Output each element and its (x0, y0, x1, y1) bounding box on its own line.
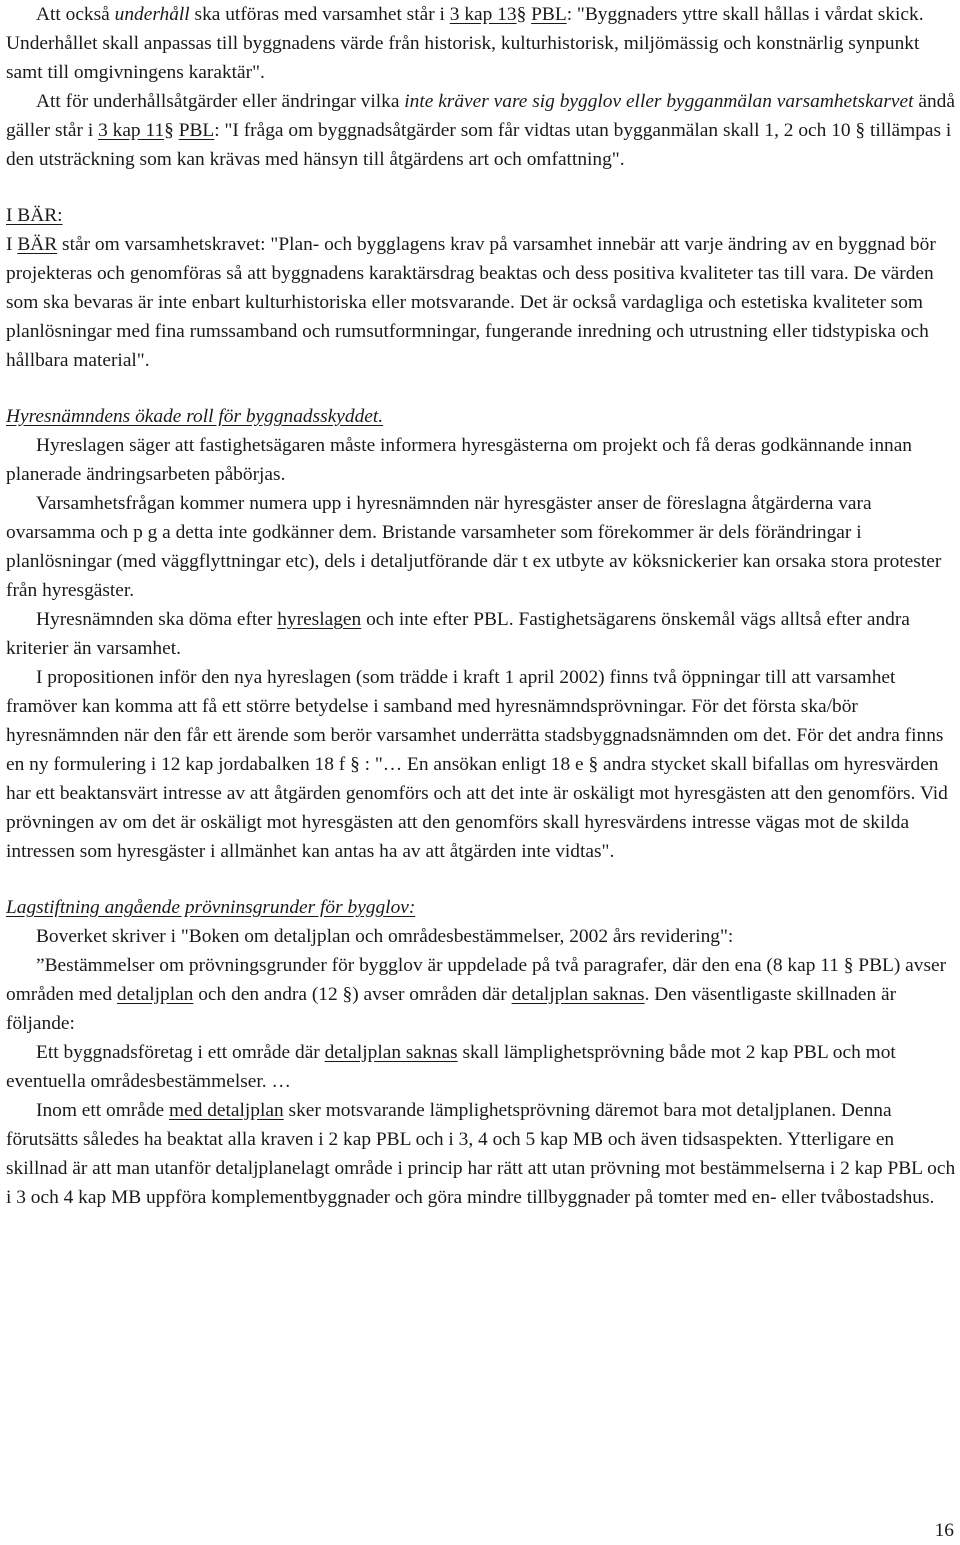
italic-term: inte kräver vare sig bygglov eller bygganmälan varsamhetskarvet (404, 91, 914, 112)
detaljplan-saknas-link[interactable]: detaljplan saknas (511, 984, 645, 1005)
heading-lagstiftning: Lagstiftning angående prövninsgrunder för bygglov: (6, 897, 416, 918)
paragraph-med-detaljplan: Inom ett område med detaljplan sker motsvarande lämplighetsprövning däremot bara mot detaljplanen. Denna förutsätts således ha beaktat alla kraven i 2 kap PBL och i 3, 4 och 5 kap MB och även tidsaspekten. Ytterligare en skillnad är att man utanför detaljplanelagt område i princip har rätt att utan prövning mot bestämmelserna i 2 kap PBL och i 3 och 4 kap MB uppföra komplementbyggnader och göra mindre tillbyggnader på tomter med en- eller tvåbostadshus. (6, 1100, 956, 1208)
paragraph-hyreslagen: Hyreslagen säger att fastighetsägaren måste informera hyresgästerna om projekt och få deras godkännande innan planerade ändringsarbeten påbörjas. (6, 435, 913, 485)
law-reference-link[interactable]: 3 kap 13 (449, 4, 517, 25)
section-sign: § (516, 4, 527, 25)
law-reference-link[interactable]: 3 kap 11 (98, 120, 165, 141)
paragraph-bar: I BÄR står om varsamhetskravet: "Plan- och bygglagens krav på varsamhet innebär att varje ändring av en byggnad bör projekteras och genomföras så att byggnadens karaktärsdrag beaktas och dess positiva kvaliteter tas till vara. De värden som ska bevaras är inte enbart kulturhistoriska eller motsvarande. Det är också vardagliga och estetiska kvaliteter som planlösningar med fina rumssamband och rumsutformningar, fungerande inredning och utrustning eller tidstypiska och hållbara material". (6, 234, 936, 371)
med-detaljplan-link[interactable]: med detaljplan (169, 1100, 284, 1121)
paragraph-byggnadsforetag: Ett byggnadsföretag i ett område där detaljplan saknas skall lämplighetsprövning både mot 2 kap PBL och mot eventuella områdesbestämmelser. … (6, 1042, 896, 1092)
paragraph-hyresnamnden-doma: Hyresnämnden ska döma efter hyreslagen och inte efter PBL. Fastighetsägarens önskemål vägs alltså efter andra kriterier än varsamhet. (6, 609, 910, 659)
paragraph-varsamhetskrav: Att för underhållsåtgärder eller ändringar vilka inte kräver vare sig bygglov eller bygganmälan varsamhetskarvet ändå gäller står i 3 kap 11§ PBL: "I fråga om byggnadsåtgärder som får vidtas utan bygganmälan skall 1, 2 och 10 § tillämpas i den utsträckning som kan krävas med hänsyn till åtgärdens art och omfattning". (6, 91, 955, 170)
pbl-link[interactable]: PBL (178, 120, 215, 141)
paragraph-boverket: Boverket skriver i "Boken om detaljplan och områdesbestämmelser, 2002 års revidering": (36, 926, 734, 947)
detaljplan-link[interactable]: detaljplan (116, 984, 194, 1005)
pbl-link[interactable]: PBL (531, 4, 567, 25)
bar-link[interactable]: BÄR (17, 234, 58, 255)
document-page (6, 0, 956, 1212)
detaljplan-saknas-link[interactable]: detaljplan saknas (324, 1042, 458, 1063)
page-number: 16 (934, 1520, 954, 1541)
paragraph-underhall: Att också underhåll ska utföras med varsamhet står i 3 kap 13§ PBL: "Byggnaders yttre skall hållas i vårdat skick. Underhållet skall anpassas till byggnadens värde från historisk, kulturhistorisk, miljömässig och konstnärlig synpunkt samt till omgivningens karaktär". (6, 4, 924, 83)
paragraph-propositionen: I propositionen inför den nya hyreslagen (som trädde i kraft 1 april 2002) finns två öppningar till att varsamhet framöver kan komma att få ett större betydelse i samband med hyresnämndsprövningar. För det första ska/bör hyresnämnden när den får ett ärende som berör varsamhet underrätta stadsbyggnadsnämnden om det. För det andra finns en ny formulering i 12 kap jordabalken 18 f § : "… En ansökan enligt 18 e § andra stycket skall bifallas om hyresvärden har ett beaktansvärt intresse av att åtgärden genomförs och att det inte är oskäligt mot hyresgästen att den genomförs. Vid prövningen av om det är oskäligt mot hyresgästen att den genomförs skall hyresvärdens intresse vägas mot de skilda intressen som hyresgäster i allmänhet kan antas ha av att åtgärden inte vidtas". (6, 667, 948, 862)
paragraph-varsamhetsfragan: Varsamhetsfrågan kommer numera upp i hyresnämnden när hyresgäster anser de föreslagna åtgärderna vara ovarsamma och p g a detta inte godkänner dem. Bristande varsamheter som förekommer är dels förändringar i planlösningar (med väggflyttningar etc), dels i detaljutförande där t ex utbyte av köksnickerier kan orsaka stora protester från hyresgäster. (6, 493, 942, 601)
heading-bar: I BÄR: (6, 205, 63, 226)
heading-hyresnamnd: Hyresnämndens ökade roll för byggnadsskyddet. (6, 406, 384, 427)
hyreslagen-link[interactable]: hyreslagen (277, 609, 362, 630)
section-sign: § (164, 120, 174, 141)
italic-term: underhåll (114, 4, 190, 25)
paragraph-provningsgrunder: ”Bestämmelser om prövningsgrunder för bygglov är uppdelade på två paragrafer, där den ena (8 kap 11 § PBL) avser områden med detaljplan och den andra (12 §) avser områden där detaljplan saknas. Den väsentligaste skillnaden är följande: (6, 955, 947, 1034)
